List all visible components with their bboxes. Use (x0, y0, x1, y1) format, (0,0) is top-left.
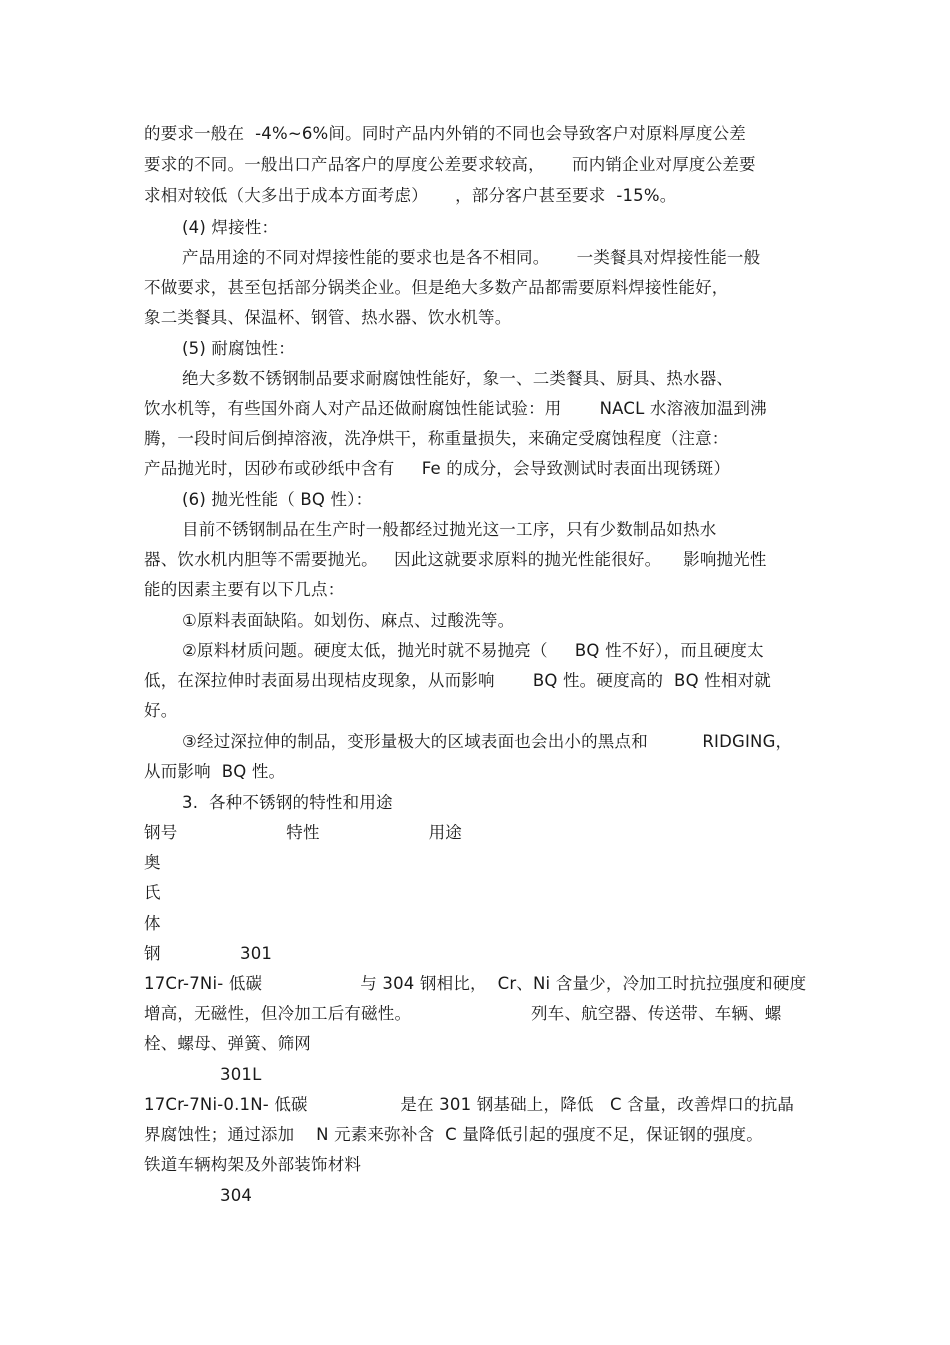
section-heading: (4) 焊接性： (182, 218, 279, 237)
steel-grade: 301 (240, 944, 273, 963)
section-heading: (6) 抛光性能（ BQ 性）： (182, 490, 373, 509)
text-line: 器、饮水机内胆等不需要抛光。 因此这就要求原料的抛光性能很好。 影响抛光性 (144, 550, 767, 569)
table-cell: 栓、螺母、弹簧、筛网 (144, 1034, 311, 1053)
table-cell: 奥 (144, 853, 161, 872)
list-item: ①原料表面缺陷。如划伤、麻点、过酸洗等。 (182, 611, 515, 630)
table-cell: 体 (144, 914, 161, 933)
steel-grade: 304 (220, 1186, 253, 1205)
text-line: 产品用途的不同对焊接性能的要求也是各不相同。 一类餐具对焊接性能一般 (182, 248, 761, 267)
text-line: 低，在深拉伸时表面易出现桔皮现象，从而影响 BQ 性。硬度高的 BQ 性相对就 (144, 671, 772, 690)
table-cell: 氏 (144, 883, 161, 902)
steel-grade: 301L (220, 1065, 262, 1084)
text-line: 要求的不同。一般出口产品客户的厚度公差要求较高， 而内销企业对厚度公差要 (144, 155, 756, 174)
text-line: 好。 (144, 701, 178, 720)
text-line: 不做要求，甚至包括部分锅类企业。但是绝大多数产品都需要原料焊接性能好， (144, 278, 729, 297)
section-heading: (5) 耐腐蚀性： (182, 339, 295, 358)
text-line: 的要求一般在 -4%~6%间。同时产品内外销的不同也会导致客户对原料厚度公差 (144, 124, 746, 143)
section-heading: 3. 各种不锈钢的特性和用途 (182, 793, 393, 812)
text-line: 绝大多数不锈钢制品要求耐腐蚀性能好，象一、二类餐具、厨具、热水器、 (182, 369, 734, 388)
list-item: ②原料材质问题。硬度太低，抛光时就不易抛亮（ BQ 性不好），而且硬度太 (182, 641, 764, 660)
table-header: 钢号 特性 用途 (144, 823, 462, 842)
table-cell: 钢 (144, 944, 161, 963)
text-line: 能的因素主要有以下几点： (144, 580, 345, 599)
table-cell: 17Cr-7Ni-0.1N- 低碳 是在 301 钢基础上，降低 C 含量，改善焊口的抗晶 (144, 1095, 795, 1114)
text-line: 饮水机等，有些国外商人对产品还做耐腐蚀性能试验：用 NACL 水溶液加温到沸 (144, 399, 767, 418)
table-cell: 增高，无磁性，但冷加工后有磁性。 列车、航空器、传送带、车辆、螺 (144, 1004, 782, 1023)
table-cell: 17Cr-7Ni- 低碳 与 304 钢相比， Cr、Ni 含量少，冷加工时抗拉强度和硬度 (144, 974, 807, 993)
table-cell: 铁道车辆构架及外部装饰材料 (144, 1155, 362, 1174)
text-line: 从而影响 BQ 性。 (144, 762, 286, 781)
text-line: 象二类餐具、保温杯、钢管、热水器、饮水机等。 (144, 308, 512, 327)
text-line: 求相对较低（大多出于成本方面考虑） ，部分客户甚至要求 -15%。 (144, 186, 677, 205)
text-line: 产品抛光时，因砂布或砂纸中含有 Fe 的成分，会导致测试时表面出现锈斑） (144, 459, 731, 478)
table-cell: 界腐蚀性；通过添加 N 元素来弥补含 C 量降低引起的强度不足，保证钢的强度。 (144, 1125, 763, 1144)
text-line: 腾，一段时间后倒掉溶液，洗净烘干，称重量损失，来确定受腐蚀程度（注意： (144, 429, 729, 448)
text-line: 目前不锈钢制品在生产时一般都经过抛光这一工序，只有少数制品如热水 (182, 520, 717, 539)
list-item: ③经过深拉伸的制品，变形量极大的区域表面也会出小的黑点和 RIDGING， (182, 732, 793, 751)
